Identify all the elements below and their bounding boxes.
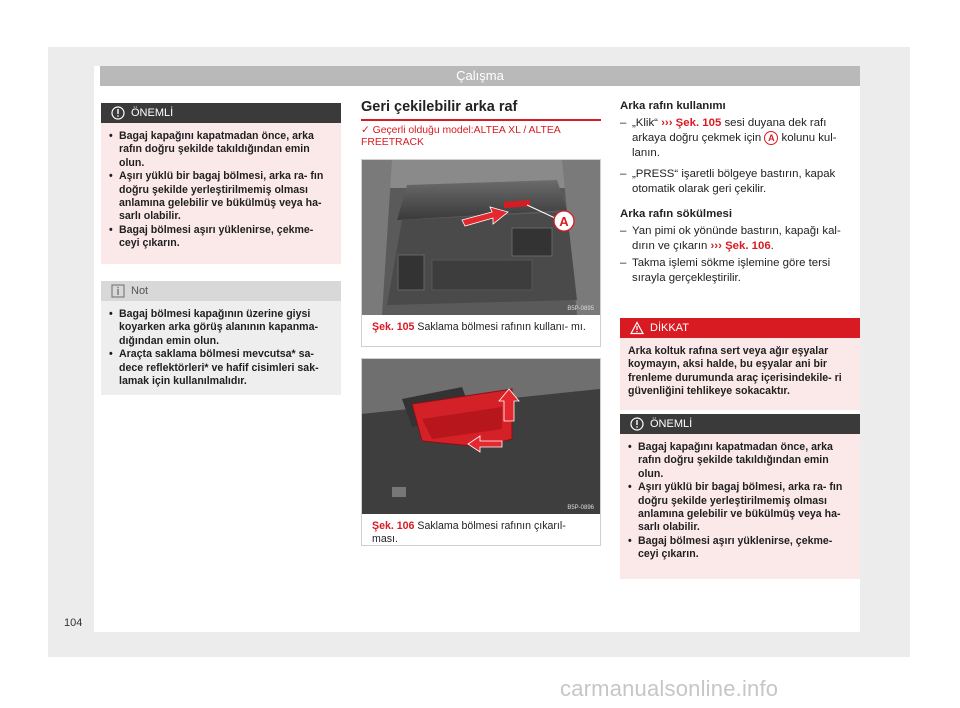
list-item: • Araçta saklama bölmesi mevcutsa* sa- dece reflektörleri* ve hafif cisimleri sak- lamak için kullanılmalıdır. [109,348,319,388]
check-icon: ✓ [361,125,370,136]
important-box-header [101,103,341,123]
callout-marker-a: A [559,214,569,229]
callout-badge-a: A [764,131,778,145]
right-column-text [620,99,862,286]
list-item: • Aşırı yüklü bir bagaj bölmesi, arka ra- fın doğru şekilde yerleştirilmemiş olması anlamına gelebilir ve bükülmüş veya ha- sarlı olabilir. [109,170,324,223]
figure-106 [361,358,601,546]
reference-arrows: ››› [710,240,722,252]
important-box-left [101,103,341,264]
important-box-header [620,414,860,434]
list-item: • Bagaj bölmesi kapağının üzerine giysi koyarken arka görüş alanının kapanma- dığından emin olun. [109,308,319,347]
reference-arrows: ››› [661,117,673,129]
figure-label[interactable]: Şek. 105 [372,321,415,333]
figure-reference-link[interactable]: Şek. 106 [725,240,771,252]
list-item: • Bagaj kapağını kapatmadan önce, arka rafın doğru şekilde takıldığından emin olun. [628,441,833,480]
list-item: • Bagaj bölmesi aşırı yüklenirse, çekme- ceyi çıkarın. [628,534,833,561]
page-number: 104 [64,617,83,629]
warning-box-header [620,318,860,338]
remove-heading: Arka rafın sökülmesi [620,208,733,220]
figure-105 [361,159,601,347]
figure-reference-link[interactable]: Şek. 105 [675,117,722,129]
watermark: carmanualsonline.info [560,676,779,701]
figure-code: B5P-0895 [567,306,594,312]
figure-code: B5P-0896 [567,505,594,511]
info-circle-icon [111,106,125,120]
list-item: – „PRESS“ işaretli bölgeye bastırın, kapak otomatik olarak geri çekilir. [620,168,836,195]
section-title-underline [361,119,601,121]
list-item: • Bagaj bölmesi aşırı yüklenirse, çekme- ceyi çıkarın. [109,223,314,250]
shelf-removal-illustration [362,359,600,514]
list-item: • Bagaj kapağını kapatmadan önce, arka rafın doğru şekilde takıldığından emin olun. [109,130,314,169]
important-box-heading: ÖNEMLİ [131,107,174,119]
use-heading: Arka rafın kullanımı [620,100,726,112]
note-box [101,281,341,395]
list-item: • Aşırı yüklü bir bagaj bölmesi, arka ra- fın doğru şekilde yerleştirilmemiş olması anlamına gelebilir ve bükülmüş veya ha- sarlı olabilir. [628,481,843,534]
info-circle-icon [630,417,644,431]
note-box-heading: Not [131,285,149,297]
info-square-icon [111,284,125,298]
figure-caption: Şek. 105 Saklama bölmesi rafının kullanı- mı. [372,321,586,333]
list-item: – Takma işlemi sökme işlemine göre tersi sırayla gerçekleştirilir. [620,257,831,284]
section-title: Geri çekilebilir arka raf [361,99,518,115]
trunk-shelf-illustration [362,160,600,315]
warning-box [620,318,860,410]
list-item: – Yan pimi ok yönünde bastırın, kapağı kal- dırın ve çıkarın ››› Şek. 106. [620,225,841,252]
warning-box-heading: DİKKAT [650,322,689,334]
figure-label[interactable]: Şek. 106 [372,520,415,532]
warning-triangle-icon [630,321,644,335]
figure-caption: Şek. 106 Saklama bölmesi rafının çıkarıl- ması. [372,520,566,545]
important-box-heading: ÖNEMLİ [650,418,693,430]
important-box-right [620,414,860,579]
section-header: Çalışma [100,66,860,86]
warning-text: Arka koltuk rafına sert veya ağır eşyalar koymayın, aksi halde, bu eşyalar ani bir frenleme durumunda araç içerisindekile- ri güvenliğini tehlikeye sokacaktır. [628,345,842,398]
model-applicability: ✓ Geçerli olduğu model:ALTEA XL / ALTEA FREETRACK [361,125,561,148]
list-item: – „Klik“ ››› Şek. 105 sesi duyana dek rafı arkaya doğru çekmek için A kolunu kul- lanın. [620,117,837,159]
note-box-header [101,281,341,301]
